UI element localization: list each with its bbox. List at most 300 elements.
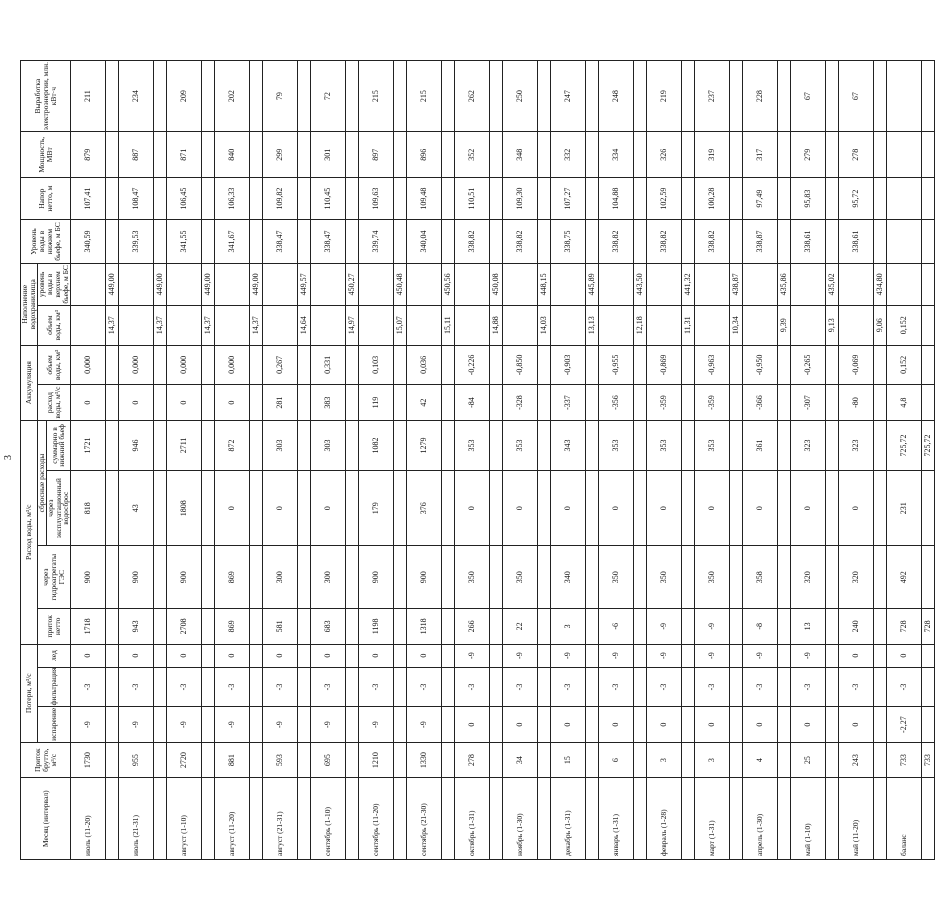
cell-ice — [154, 644, 167, 667]
cell-month: апрель (1-30) — [743, 778, 778, 860]
cell-ice — [106, 644, 119, 667]
cell-turb: 300 — [263, 546, 298, 609]
cell-head: 104,88 — [599, 178, 634, 220]
cell-power: 299 — [263, 132, 298, 178]
cell-total: 353 — [455, 420, 490, 470]
cell-ice: 0 — [119, 644, 154, 667]
cell-inflow — [394, 742, 407, 778]
cell-inflow — [202, 742, 215, 778]
cell-month — [346, 778, 359, 860]
cell-total: 872 — [215, 420, 250, 470]
cell-head: 100,28 — [695, 178, 730, 220]
cell-net: 1198 — [359, 609, 394, 645]
cell-ice: 0 — [215, 644, 250, 667]
cell-lvl-up — [167, 263, 202, 305]
cell-lvl-up — [599, 263, 634, 305]
cell-vol — [743, 305, 778, 345]
cell-lvl-up — [839, 263, 874, 305]
cell-spill: 0 — [263, 471, 298, 546]
cell-lvl-up — [922, 263, 935, 305]
cell-inflow — [778, 742, 791, 778]
cell-total: 946 — [119, 420, 154, 470]
col-ice: лед — [37, 644, 71, 667]
cell-total — [826, 420, 839, 470]
table-row — [346, 61, 359, 860]
cell-acc-v — [538, 345, 551, 385]
cell-turb: 320 — [791, 546, 826, 609]
cell-vol — [359, 305, 394, 345]
cell-total: 323 — [791, 420, 826, 470]
cell-spill — [874, 471, 887, 546]
table-row — [263, 61, 298, 860]
cell-head — [538, 178, 551, 220]
cell-total — [298, 420, 311, 470]
cell-inflow: 593 — [263, 742, 298, 778]
cell-evap — [922, 707, 935, 743]
cell-vol: 0,152 — [887, 305, 922, 345]
cell-net: 581 — [263, 609, 298, 645]
cell-head — [586, 178, 599, 220]
cell-evap: -9 — [311, 707, 346, 743]
cell-acc-v: -0,955 — [599, 345, 634, 385]
cell-acc-q — [202, 385, 215, 421]
cell-gen: 202 — [215, 61, 250, 132]
cell-ice — [250, 644, 263, 667]
table-row — [71, 61, 106, 860]
cell-ice: 0 — [839, 644, 874, 667]
cell-evap: 0 — [695, 707, 730, 743]
cell-net — [490, 609, 503, 645]
cell-month — [298, 778, 311, 860]
cell-month — [250, 778, 263, 860]
cell-month: август (11-20) — [215, 778, 250, 860]
cell-vol: 15,07 — [394, 305, 407, 345]
cell-total — [250, 420, 263, 470]
cell-filt — [346, 667, 359, 707]
cell-power — [634, 132, 647, 178]
cell-gen — [154, 61, 167, 132]
cell-gen: 215 — [407, 61, 442, 132]
cell-lvl-down — [490, 220, 503, 264]
cell-lvl-down: 338,82 — [599, 220, 634, 264]
cell-ice: 0 — [263, 644, 298, 667]
cell-ice — [538, 644, 551, 667]
cell-head — [730, 178, 743, 220]
cell-acc-q — [922, 385, 935, 421]
cell-inflow: 2720 — [167, 742, 202, 778]
table-row — [167, 61, 202, 860]
cell-lvl-up — [359, 263, 394, 305]
col-head: Напор нетто, м — [21, 178, 71, 220]
cell-vol: 9,39 — [778, 305, 791, 345]
cell-inflow — [250, 742, 263, 778]
cell-lvl-down: 338,82 — [647, 220, 682, 264]
cell-lvl-down: 339,74 — [359, 220, 394, 264]
cell-acc-q: 281 — [263, 385, 298, 421]
cell-month — [394, 778, 407, 860]
cell-head — [778, 178, 791, 220]
cell-lvl-down — [682, 220, 695, 264]
col-through-spillway: через эксплуатационный водосброс — [46, 471, 71, 546]
cell-lvl-up: 450,08 — [490, 263, 503, 305]
cell-month — [586, 778, 599, 860]
cell-net: -9 — [647, 609, 682, 645]
cell-turb: 350 — [599, 546, 634, 609]
cell-acc-v — [682, 345, 695, 385]
cell-turb — [922, 546, 935, 609]
cell-gen: 67 — [791, 61, 826, 132]
cell-inflow — [826, 742, 839, 778]
cell-filt: -3 — [119, 667, 154, 707]
cell-turb — [634, 546, 647, 609]
col-water-flow: Расход воды, м³/с — [21, 420, 38, 644]
cell-turb: 900 — [71, 546, 106, 609]
cell-inflow — [538, 742, 551, 778]
cell-net — [682, 609, 695, 645]
cell-total — [874, 420, 887, 470]
cell-gen: 248 — [599, 61, 634, 132]
cell-turb: 350 — [647, 546, 682, 609]
cell-lvl-down: 341,55 — [167, 220, 202, 264]
cell-lvl-down — [298, 220, 311, 264]
cell-acc-v — [394, 345, 407, 385]
cell-lvl-up: 449,57 — [298, 263, 311, 305]
cell-power — [202, 132, 215, 178]
cell-spill: 0 — [503, 471, 538, 546]
cell-filt: -3 — [791, 667, 826, 707]
cell-acc-v — [922, 345, 935, 385]
cell-evap — [442, 707, 455, 743]
cell-lvl-down: 338,47 — [311, 220, 346, 264]
cell-spill: 0 — [551, 471, 586, 546]
cell-ice — [778, 644, 791, 667]
cell-filt: -3 — [167, 667, 202, 707]
col-total-tailwater: суммарно в нижний бьеф — [46, 420, 71, 470]
cell-total — [634, 420, 647, 470]
cell-acc-q: -366 — [743, 385, 778, 421]
cell-net: 728 — [887, 609, 922, 645]
cell-gen — [394, 61, 407, 132]
cell-month: баланс — [887, 778, 922, 860]
cell-lvl-up — [695, 263, 730, 305]
cell-filt — [394, 667, 407, 707]
table-body — [71, 61, 935, 860]
cell-gen — [298, 61, 311, 132]
cell-power: 334 — [599, 132, 634, 178]
cell-spill: 0 — [743, 471, 778, 546]
cell-ice — [874, 644, 887, 667]
col-through-turbines: через гидроагрегаты ГЭС — [37, 546, 71, 609]
cell-total: 361 — [743, 420, 778, 470]
cell-gen: 67 — [839, 61, 874, 132]
col-losses: Потери, м³/с — [21, 644, 38, 742]
cell-gen: 79 — [263, 61, 298, 132]
cell-evap — [778, 707, 791, 743]
cell-lvl-up: 448,15 — [538, 263, 551, 305]
cell-total — [586, 420, 599, 470]
cell-inflow: 733 — [887, 742, 922, 778]
cell-head — [202, 178, 215, 220]
col-inflow-net: приток нетто — [37, 609, 71, 645]
cell-lvl-up — [887, 263, 922, 305]
cell-evap — [490, 707, 503, 743]
cell-acc-v: 0,103 — [359, 345, 394, 385]
cell-vol: 14,64 — [298, 305, 311, 345]
cell-acc-q — [778, 385, 791, 421]
cell-acc-v — [442, 345, 455, 385]
cell-net: -9 — [695, 609, 730, 645]
cell-net — [874, 609, 887, 645]
cell-spill: 0 — [695, 471, 730, 546]
cell-power — [922, 132, 935, 178]
cell-turb — [826, 546, 839, 609]
cell-total: 353 — [599, 420, 634, 470]
page-number: 3 — [3, 455, 14, 460]
cell-lvl-up: 443,50 — [634, 263, 647, 305]
cell-power — [538, 132, 551, 178]
cell-month — [826, 778, 839, 860]
cell-evap — [106, 707, 119, 743]
cell-ice: -9 — [551, 644, 586, 667]
cell-evap: 0 — [647, 707, 682, 743]
table-row — [922, 61, 935, 860]
table-row — [215, 61, 250, 860]
cell-vol — [839, 305, 874, 345]
cell-inflow: 1730 — [71, 742, 106, 778]
cell-net — [394, 609, 407, 645]
cell-evap: -9 — [263, 707, 298, 743]
cell-month — [778, 778, 791, 860]
cell-net: 1318 — [407, 609, 442, 645]
cell-turb: 358 — [743, 546, 778, 609]
cell-total: 353 — [647, 420, 682, 470]
cell-lvl-up — [215, 263, 250, 305]
cell-ice: 0 — [167, 644, 202, 667]
cell-power — [778, 132, 791, 178]
cell-inflow: 695 — [311, 742, 346, 778]
cell-ice — [730, 644, 743, 667]
cell-total — [538, 420, 551, 470]
col-power: Мощность, МВт — [21, 132, 71, 178]
cell-net — [346, 609, 359, 645]
cell-month: январь (1-31) — [599, 778, 634, 860]
cell-lvl-down: 339,53 — [119, 220, 154, 264]
cell-inflow: 34 — [503, 742, 538, 778]
cell-acc-v — [202, 345, 215, 385]
cell-gen: 211 — [71, 61, 106, 132]
cell-filt: -3 — [263, 667, 298, 707]
cell-filt — [730, 667, 743, 707]
cell-total: 1279 — [407, 420, 442, 470]
cell-month: сентябрь (1-10) — [311, 778, 346, 860]
cell-net: 2708 — [167, 609, 202, 645]
cell-power: 301 — [311, 132, 346, 178]
cell-net: 240 — [839, 609, 874, 645]
cell-lvl-up: 450,48 — [394, 263, 407, 305]
cell-filt: -3 — [503, 667, 538, 707]
cell-vol: 14,97 — [346, 305, 359, 345]
cell-acc-v — [298, 345, 311, 385]
cell-head: 109,30 — [503, 178, 538, 220]
cell-turb: 350 — [503, 546, 538, 609]
table-row — [791, 61, 826, 860]
cell-power — [586, 132, 599, 178]
cell-power: 352 — [455, 132, 490, 178]
cell-inflow: 278 — [455, 742, 490, 778]
table-row — [455, 61, 490, 860]
cell-power: 278 — [839, 132, 874, 178]
cell-inflow: 1210 — [359, 742, 394, 778]
cell-acc-v — [106, 345, 119, 385]
cell-filt — [922, 667, 935, 707]
cell-spill — [202, 471, 215, 546]
cell-turb: 350 — [695, 546, 730, 609]
cell-acc-q — [826, 385, 839, 421]
cell-lvl-down — [887, 220, 922, 264]
cell-total — [202, 420, 215, 470]
cell-turb — [106, 546, 119, 609]
cell-gen: 262 — [455, 61, 490, 132]
cell-evap: -9 — [407, 707, 442, 743]
cell-inflow — [634, 742, 647, 778]
cell-turb: 900 — [359, 546, 394, 609]
cell-power — [298, 132, 311, 178]
cell-filt: -3 — [359, 667, 394, 707]
cell-gen — [538, 61, 551, 132]
cell-month — [538, 778, 551, 860]
cell-head — [634, 178, 647, 220]
cell-lvl-down — [346, 220, 359, 264]
col-accumulation: Аккумуляция — [21, 345, 38, 420]
table-row — [586, 61, 599, 860]
cell-acc-q — [298, 385, 311, 421]
col-generation: Выработка электроэнергии, млн. кВт·ч — [21, 61, 71, 132]
table-row — [730, 61, 743, 860]
cell-acc-q: 42 — [407, 385, 442, 421]
cell-month — [634, 778, 647, 860]
cell-acc-q: 0 — [215, 385, 250, 421]
cell-ice — [586, 644, 599, 667]
cell-head — [826, 178, 839, 220]
cell-ice — [490, 644, 503, 667]
cell-gen — [730, 61, 743, 132]
cell-total: 2711 — [167, 420, 202, 470]
cell-acc-q: 0 — [71, 385, 106, 421]
water-balance-table — [20, 60, 935, 860]
cell-lvl-up — [743, 263, 778, 305]
cell-ice — [826, 644, 839, 667]
cell-vol — [599, 305, 634, 345]
cell-gen — [922, 61, 935, 132]
cell-lvl-up: 445,89 — [586, 263, 599, 305]
cell-lvl-up: 435,02 — [826, 263, 839, 305]
table-row — [647, 61, 682, 860]
cell-acc-v — [586, 345, 599, 385]
cell-vol — [263, 305, 298, 345]
cell-net: 943 — [119, 609, 154, 645]
cell-power — [682, 132, 695, 178]
cell-month: декабрь (1-31) — [551, 778, 586, 860]
cell-gen: 234 — [119, 61, 154, 132]
cell-filt — [490, 667, 503, 707]
cell-spill: 43 — [119, 471, 154, 546]
table-row — [887, 61, 922, 860]
header-row-1 — [21, 61, 38, 860]
cell-evap: 0 — [791, 707, 826, 743]
cell-head — [250, 178, 263, 220]
table-row — [695, 61, 730, 860]
cell-turb — [874, 546, 887, 609]
cell-power — [730, 132, 743, 178]
cell-power — [394, 132, 407, 178]
cell-turb — [442, 546, 455, 609]
cell-lvl-down — [730, 220, 743, 264]
cell-power: 896 — [407, 132, 442, 178]
cell-vol — [407, 305, 442, 345]
cell-total — [490, 420, 503, 470]
cell-vol — [71, 305, 106, 345]
cell-inflow — [298, 742, 311, 778]
col-month: Месяц (интервал) — [21, 778, 71, 860]
cell-vol — [503, 305, 538, 345]
cell-lvl-down: 338,82 — [503, 220, 538, 264]
cell-evap: -9 — [167, 707, 202, 743]
cell-lvl-up — [119, 263, 154, 305]
cell-acc-q — [154, 385, 167, 421]
cell-turb: 492 — [887, 546, 922, 609]
table-row — [407, 61, 442, 860]
cell-lvl-down — [538, 220, 551, 264]
cell-head — [106, 178, 119, 220]
cell-evap: 0 — [599, 707, 634, 743]
cell-vol — [311, 305, 346, 345]
cell-power: 326 — [647, 132, 682, 178]
cell-month: октябрь (1-31) — [455, 778, 490, 860]
cell-total: 353 — [503, 420, 538, 470]
cell-head: 106,33 — [215, 178, 250, 220]
cell-lvl-down — [202, 220, 215, 264]
col-filtration: фильтрация — [37, 667, 71, 707]
cell-vol: 14,37 — [106, 305, 119, 345]
cell-month — [874, 778, 887, 860]
cell-power: 879 — [71, 132, 106, 178]
cell-spill: 0 — [839, 471, 874, 546]
cell-turb: 869 — [215, 546, 250, 609]
cell-month: август (21-31) — [263, 778, 298, 860]
cell-acc-q — [730, 385, 743, 421]
cell-acc-v: 0,000 — [167, 345, 202, 385]
cell-inflow — [106, 742, 119, 778]
cell-acc-q — [394, 385, 407, 421]
cell-head: 109,63 — [359, 178, 394, 220]
cell-spill — [826, 471, 839, 546]
cell-evap — [202, 707, 215, 743]
cell-turb — [154, 546, 167, 609]
cell-spill — [778, 471, 791, 546]
table-row — [298, 61, 311, 860]
cell-lvl-up — [71, 263, 106, 305]
cell-total — [394, 420, 407, 470]
cell-gen — [887, 61, 922, 132]
cell-acc-q: -307 — [791, 385, 826, 421]
cell-lvl-down — [394, 220, 407, 264]
cell-filt — [586, 667, 599, 707]
cell-power — [346, 132, 359, 178]
col-water-volume: объем воды, км³ — [37, 305, 71, 345]
cell-lvl-down — [778, 220, 791, 264]
cell-lvl-down: 340,04 — [407, 220, 442, 264]
cell-head — [394, 178, 407, 220]
